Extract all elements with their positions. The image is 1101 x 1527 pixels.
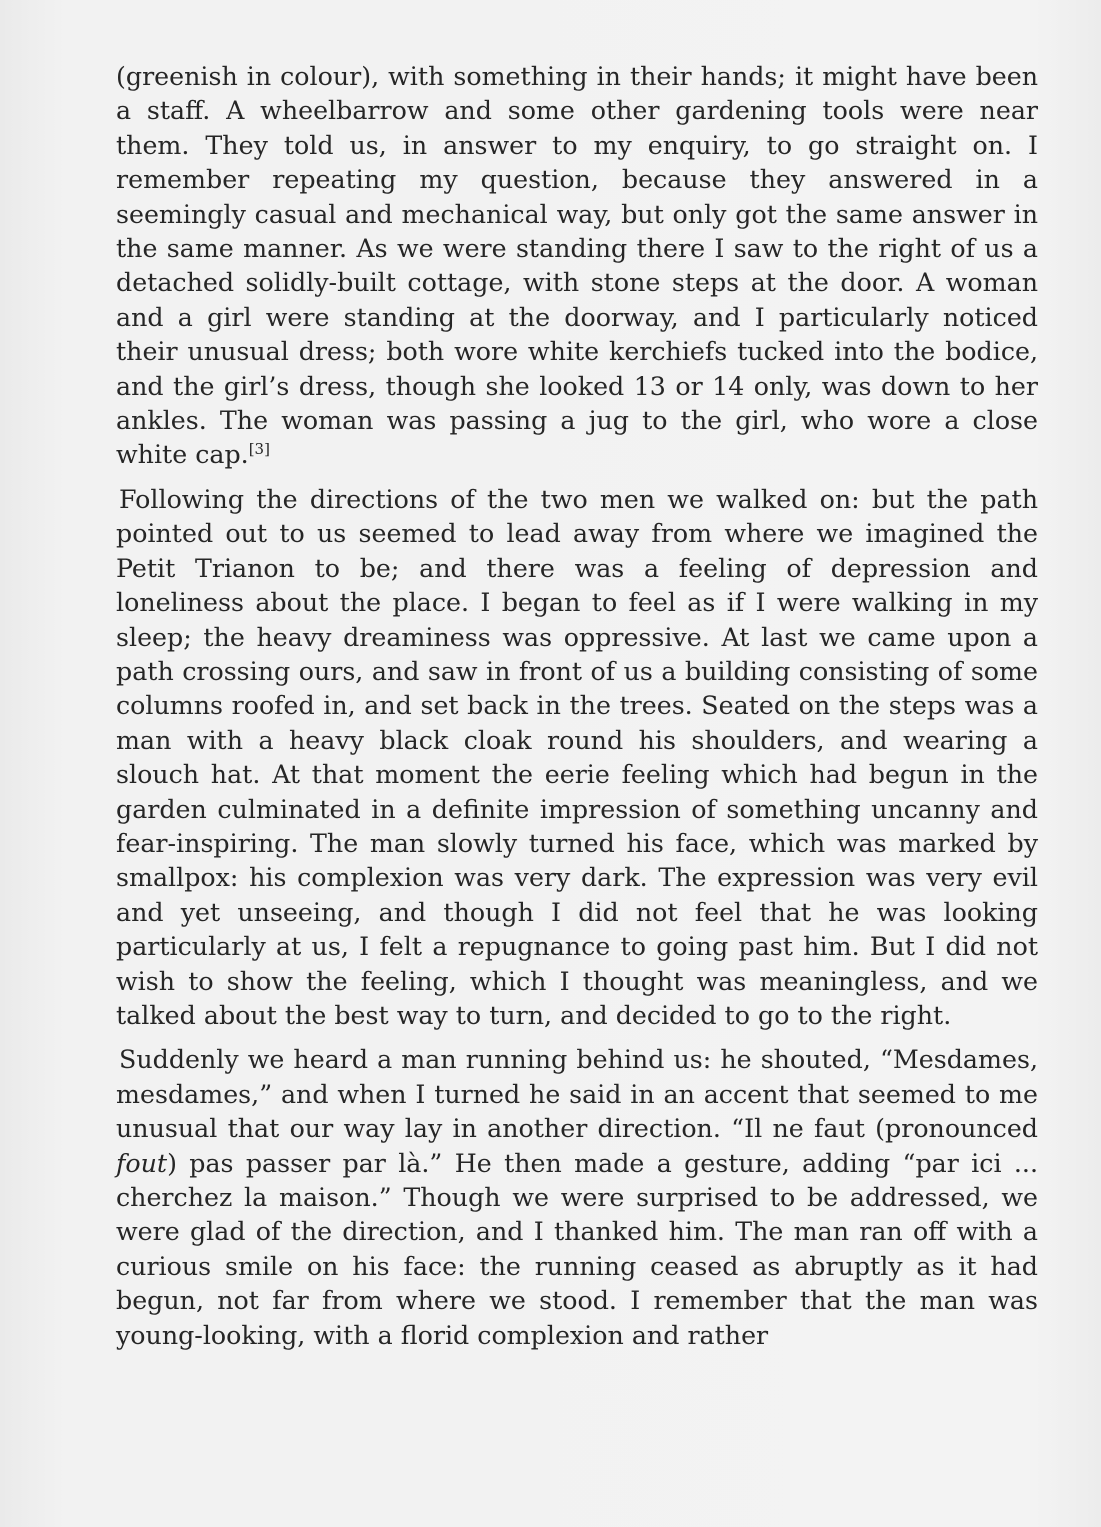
paragraph-1 — [116, 60, 1038, 473]
paragraph-3-text-start: Suddenly we heard a man running behind us: he shouted, “Mesdames, mesdames,” and when I turned he said in an accent that seemed to me unusual that our way lay in another direction. “Il ne faut (pronounced — [116, 1045, 1038, 1144]
paragraph-3 — [116, 1043, 1038, 1353]
body-text — [116, 60, 1038, 1353]
italic-word: fout — [116, 1148, 168, 1178]
paragraph-2-text: Following the directions of the two men we walked on: but the path pointed out to us seemed to lead away from where we imagined the Petit Trianon to be; and there was a feeling of depression and loneliness about the place. I began to feel as if I were walking in my sleep; the heavy dreaminess was oppressive. At last we came upon a path crossing ours, and saw in front of us a building consisting of some columns roofed in, and set back in the trees. Seated on the steps was a man with a heavy black cloak round his shoulders, and wearing a slouch hat. At that moment the eerie feeling which had begun in the garden culminated in a definite impression of something uncanny and fear-inspiring. The man slowly turned his face, which was marked by smallpox: his complexion was very dark. The expression was very evil and yet unseeing, and though I did not feel that he was looking particularly at us, I felt a repugnance to going past him. But I did not wish to show the feeling, which I thought was meaningless, and we talked about the best way to turn, and decided to go to the right. — [116, 484, 1038, 1030]
paragraph-2 — [116, 483, 1038, 1034]
paragraph-1-text: (greenish in colour), with something in their hands; it might have been a staff. A wheelbarrow and some other gardening tools were near them. They told us, in answer to my enquiry, to go straight on. I remember repeating my question, because they answered in a seemingly casual and mechanical way, but only got the same answer in the same manner. As we were standing there I saw to the right of us a detached solidly-built cottage, with stone steps at the door. A woman and a girl were standing at the doorway, and I particularly noticed their unusual dress; both wore white kerchiefs tucked into the bodice, and the girl’s dress, though she looked 13 or 14 only, was down to her ankles. The woman was passing a jug to the girl, who wore a close white cap. — [116, 62, 1038, 470]
footnote-reference[interactable]: [3] — [248, 440, 270, 459]
paragraph-3-text-end: ) pas passer par là.” He then made a gesture, adding “par ici ... cherchez la maison.” Though we were surprised to be addressed, we were glad of the direction, and I thanked him. The man ran off with a curious smile on his face: the running ceased as abruptly as it had begun, not far from where we stood. I remember that the man was young-looking, with a florid complexion and rather — [116, 1148, 1038, 1350]
